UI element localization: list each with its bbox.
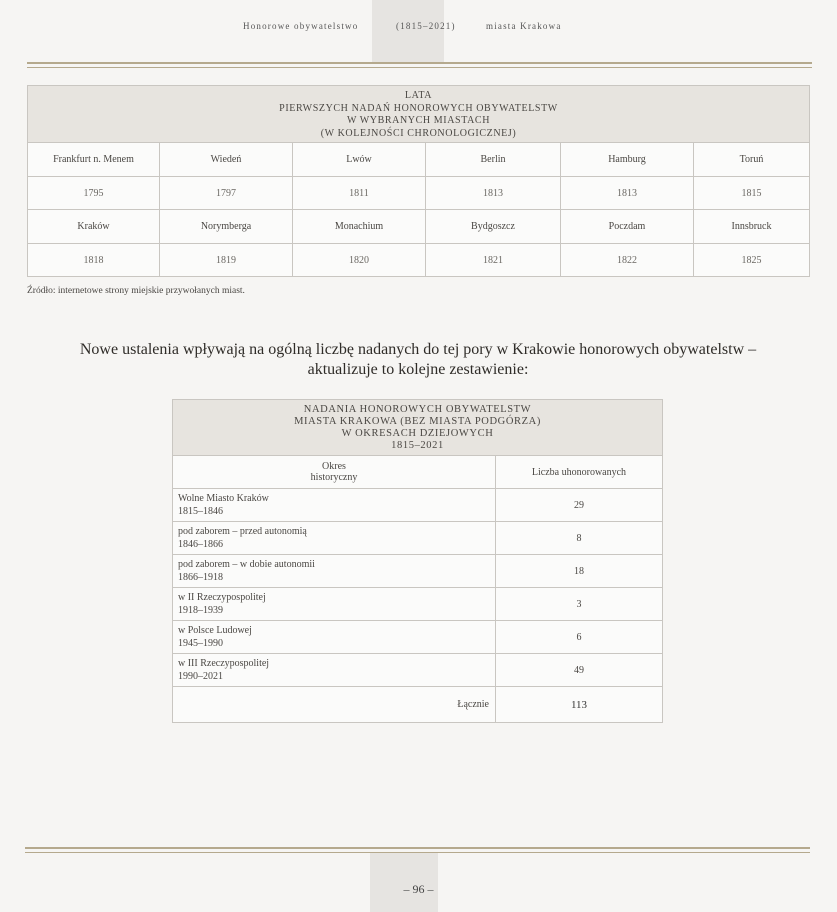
count-cell: 8 xyxy=(496,522,663,555)
table-row xyxy=(173,588,663,621)
city-cell: Hamburg xyxy=(561,143,694,177)
table1-year-row xyxy=(28,177,810,210)
city-cell: Bydgoszcz xyxy=(426,210,561,244)
table2-caption: NADANIA HONOROWYCH OBYWATELSTW MIASTA KRAKOWA (BEZ MIASTA PODGÓRZA) W OKRESACH DZIEJOWYCH 1815–2021 xyxy=(173,400,663,456)
table1-city-row xyxy=(28,210,810,244)
header-rule xyxy=(27,62,812,68)
count-cell: 29 xyxy=(496,489,663,522)
period-cell: Wolne Miasto Kraków 1815–1846 xyxy=(173,489,496,522)
total-row xyxy=(173,687,663,723)
table-row xyxy=(173,555,663,588)
first-grants-table xyxy=(27,85,810,277)
count-cell: 6 xyxy=(496,621,663,654)
city-cell: Poczdam xyxy=(561,210,694,244)
period-cell: pod zaborem – przed autonomią 1846–1866 xyxy=(173,522,496,555)
year-cell: 1819 xyxy=(160,244,293,277)
grants-by-period-table xyxy=(172,399,663,723)
table1-caption: LATA PIERWSZYCH NADAŃ HONOROWYCH OBYWATELSTW W WYBRANYCH MIASTACH (W KOLEJNOŚCI CHRONOLOGICZNEJ) xyxy=(28,86,810,143)
table1-city-row xyxy=(28,143,810,177)
city-cell: Frankfurt n. Menem xyxy=(28,143,160,177)
year-cell: 1797 xyxy=(160,177,293,210)
year-cell: 1821 xyxy=(426,244,561,277)
period-cell: w II Rzeczypospolitej 1918–1939 xyxy=(173,588,496,621)
city-cell: Kraków xyxy=(28,210,160,244)
city-cell: Norymberga xyxy=(160,210,293,244)
year-cell: 1815 xyxy=(694,177,810,210)
count-cell: 18 xyxy=(496,555,663,588)
running-head-center: (1815–2021) xyxy=(396,21,456,31)
page-number: – 96 – xyxy=(403,882,434,896)
year-cell: 1822 xyxy=(561,244,694,277)
period-cell: w III Rzeczypospolitej 1990–2021 xyxy=(173,654,496,687)
table-row xyxy=(173,489,663,522)
total-value: 113 xyxy=(496,687,663,723)
year-cell: 1795 xyxy=(28,177,160,210)
running-head-right: miasta Krakowa xyxy=(486,21,562,31)
count-cell: 3 xyxy=(496,588,663,621)
count-cell: 49 xyxy=(496,654,663,687)
city-cell: Lwów xyxy=(293,143,426,177)
table-row xyxy=(173,621,663,654)
city-cell: Wiedeń xyxy=(160,143,293,177)
year-cell: 1825 xyxy=(694,244,810,277)
table2-header-row xyxy=(173,456,663,489)
body-paragraph: Nowe ustalenia wpływają na ogólną liczbę nadanych do tej pory w Krakowie honorowych obywatelstw – aktualizuje to kolejne zestawienie: xyxy=(79,341,757,378)
period-cell: pod zaborem – w dobie autonomii 1866–1918 xyxy=(173,555,496,588)
year-cell: 1813 xyxy=(426,177,561,210)
city-cell: Berlin xyxy=(426,143,561,177)
table-row xyxy=(173,654,663,687)
period-cell: w Polsce Ludowej 1945–1990 xyxy=(173,621,496,654)
year-cell: 1818 xyxy=(28,244,160,277)
count-header: Liczba uhonorowanych xyxy=(496,456,663,489)
year-cell: 1820 xyxy=(293,244,426,277)
city-cell: Monachium xyxy=(293,210,426,244)
year-cell: 1813 xyxy=(561,177,694,210)
year-cell: 1811 xyxy=(293,177,426,210)
source-note: Źródło: internetowe strony miejskie przywołanych miast. xyxy=(27,286,245,296)
city-cell: Toruń xyxy=(694,143,810,177)
running-head-left: Honorowe obywatelstwo xyxy=(243,21,359,31)
total-label: Łącznie xyxy=(173,687,496,723)
footer-rule xyxy=(25,847,810,853)
city-cell: Innsbruck xyxy=(694,210,810,244)
table-row xyxy=(173,522,663,555)
table1-year-row xyxy=(28,244,810,277)
period-header: Okres historyczny xyxy=(173,456,496,489)
gutter-shade-top xyxy=(372,0,444,62)
